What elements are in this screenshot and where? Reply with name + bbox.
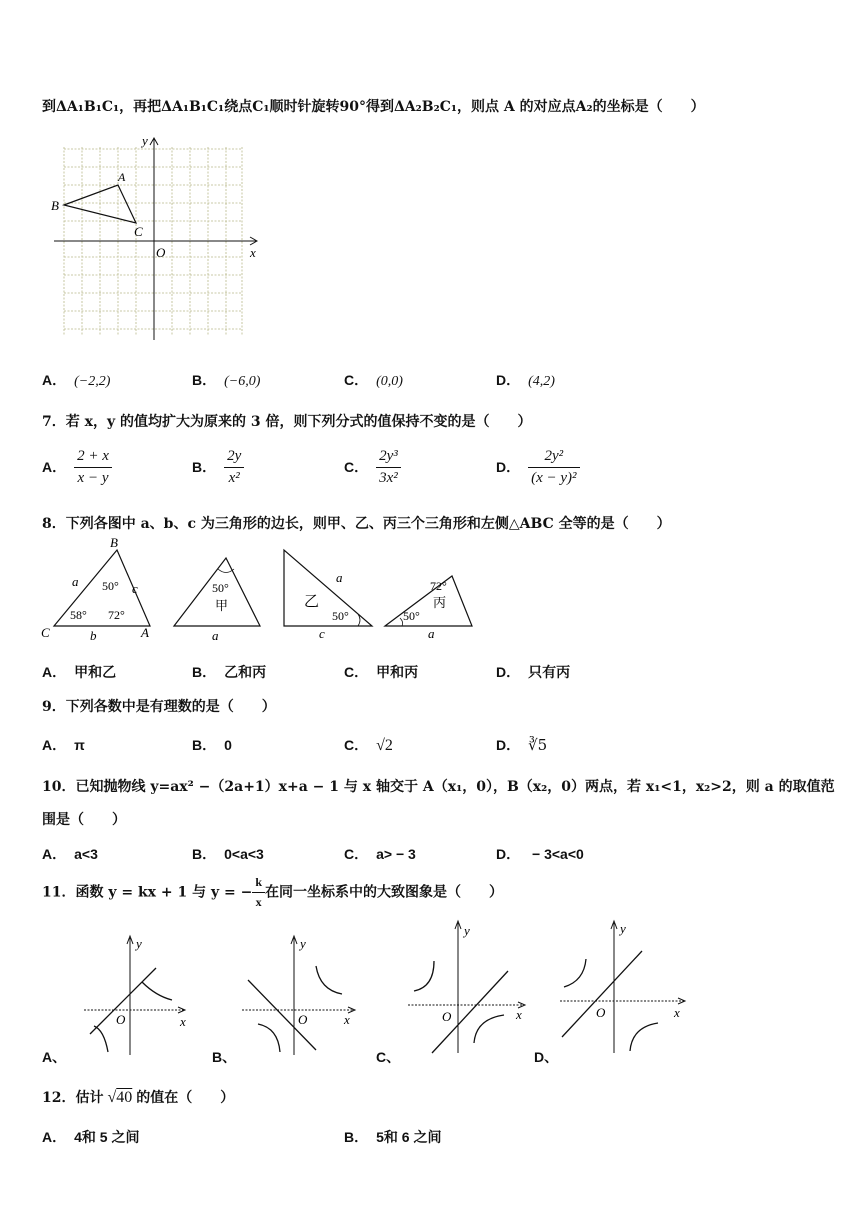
- point-b-label: B: [51, 198, 59, 213]
- svg-text:y: y: [464, 923, 470, 938]
- bing-angle-2: 50°: [403, 609, 420, 623]
- side-c: c: [132, 581, 138, 596]
- q6-option-a[interactable]: A． (−2,2): [42, 372, 111, 389]
- jia-side: a: [212, 628, 219, 643]
- jia-name: 甲: [215, 598, 229, 613]
- angle-a: 72°: [108, 608, 125, 622]
- angle-c: 58°: [70, 608, 87, 622]
- q11-option-b[interactable]: B、: [212, 1049, 237, 1065]
- y-axis-label: y: [142, 133, 148, 148]
- angle-b: 50°: [102, 579, 119, 593]
- yi-side-c: c: [319, 626, 325, 641]
- yi-side-a: a: [336, 570, 343, 585]
- bing-side: a: [428, 626, 435, 641]
- q6-stem: 到ΔA₁B₁C₁，再把ΔA₁B₁C₁绕点C₁顺时针旋转90°得到ΔA₂B₂C₁，则点 A 的对应点A₂的坐标是（ ）: [42, 99, 705, 115]
- q8-option-a[interactable]: A． 甲和乙: [42, 664, 117, 680]
- q11-option-d[interactable]: D、: [534, 1049, 559, 1065]
- svg-text:O: O: [442, 1009, 452, 1024]
- side-b: b: [90, 628, 97, 643]
- q6-option-b[interactable]: B． (−6,0): [192, 372, 261, 389]
- q9-option-a[interactable]: A． π: [42, 737, 85, 753]
- q9-option-d[interactable]: D． ∛5: [496, 736, 548, 754]
- q8-option-c[interactable]: C． 甲和丙: [344, 664, 419, 680]
- side-a: a: [72, 574, 79, 589]
- yi-name: 乙: [304, 594, 320, 610]
- yi-angle: 50°: [332, 609, 349, 623]
- q12-option-a[interactable]: A． 4和 5 之间: [42, 1129, 140, 1145]
- q11-graph-c: [400, 915, 530, 1055]
- bing-name: 丙: [433, 595, 447, 610]
- svg-text:y: y: [620, 921, 626, 936]
- q7-option-a[interactable]: A． $\frac{2 + x}{x - y}$: [42, 448, 112, 487]
- label-b: B: [110, 535, 118, 550]
- q10-option-b[interactable]: B． 0<a<3: [192, 846, 264, 862]
- q12-option-b[interactable]: B． 5和 6 之间: [344, 1129, 442, 1145]
- axes: [54, 138, 257, 340]
- q10-option-c[interactable]: C． a> − 3: [344, 846, 416, 862]
- label-c: C: [41, 625, 50, 640]
- label-a: A: [141, 625, 149, 640]
- q8-stem: 8．下列各图中 a、b、c 为三角形的边长，则甲、乙、丙三个三角形和左侧△ABC 全等的是（ ）: [42, 516, 671, 532]
- svg-text:x: x: [674, 1005, 680, 1020]
- q6-option-d[interactable]: D． (4,2): [496, 372, 555, 389]
- q11-option-a[interactable]: A、: [42, 1049, 67, 1065]
- svg-text:O: O: [596, 1005, 606, 1020]
- svg-text:O: O: [298, 1012, 308, 1027]
- q12-stem: 12．估计 √40 的值在（ ）: [42, 1089, 235, 1106]
- q11-option-c[interactable]: C、: [376, 1049, 401, 1065]
- q9-stem: 9．下列各数中是有理数的是（ ）: [42, 699, 276, 715]
- point-a-label: A: [118, 170, 126, 184]
- q10-stem-line1: 10．已知抛物线 y=ax² −（2a+1）x+a − 1 与 x 轴交于 A（x₁，0），B（x₂，0）两点，若 x₁<1，x₂>2，则 a 的取值范: [42, 779, 835, 795]
- q9-option-b[interactable]: B． 0: [192, 737, 232, 753]
- q11-graph-a: [72, 930, 192, 1060]
- q7-option-b[interactable]: B． $\frac{2y}{\text{x²}}$: [192, 448, 244, 487]
- q9-option-c[interactable]: C． √2: [344, 737, 393, 754]
- bing-angle-1: 72°: [430, 579, 447, 593]
- origin-label: O: [156, 245, 166, 260]
- q7-stem: 7．若 x，y 的值均扩大为原来的 3 倍，则下列分式的值保持不变的是（ ）: [42, 414, 532, 430]
- svg-text:O: O: [116, 1012, 126, 1027]
- q6-grid-figure: [50, 135, 260, 345]
- q10-option-d[interactable]: D． − 3<a<0: [496, 846, 584, 862]
- jia-angle: 50°: [212, 581, 229, 595]
- svg-text:x: x: [344, 1012, 350, 1027]
- q8-option-d[interactable]: D． 只有丙: [496, 664, 571, 680]
- q10-option-a[interactable]: A． a<3: [42, 846, 98, 862]
- svg-text:y: y: [300, 936, 306, 951]
- q7-option-d[interactable]: D． $\frac{\text{2y²}}{\text{(x − y)²}}$: [496, 448, 580, 487]
- svg-text:x: x: [516, 1007, 522, 1022]
- svg-text:y: y: [136, 936, 142, 951]
- point-c-label: C: [134, 224, 143, 239]
- q7-option-c[interactable]: C． $\frac{\text{2y³}}{\text{3x²}}$: [344, 448, 401, 487]
- q8-option-b[interactable]: B． 乙和丙: [192, 664, 267, 680]
- q11-graph-b: [236, 930, 361, 1060]
- svg-text:x: x: [180, 1014, 186, 1029]
- triangle-bing-shape: [385, 576, 472, 626]
- q6-option-c[interactable]: C． (0,0): [344, 372, 403, 389]
- q8-triangle-figures: [40, 535, 520, 648]
- q11-stem: 11．函数 y = kx + 1 与 y = − $\frac{k}{x}$ 在同一坐标系中的大致图象是（ ）: [42, 875, 504, 909]
- x-axis-label: x: [250, 245, 256, 260]
- q10-stem-line2: 围是（ ）: [42, 812, 126, 828]
- q11-graph-d: [556, 915, 691, 1055]
